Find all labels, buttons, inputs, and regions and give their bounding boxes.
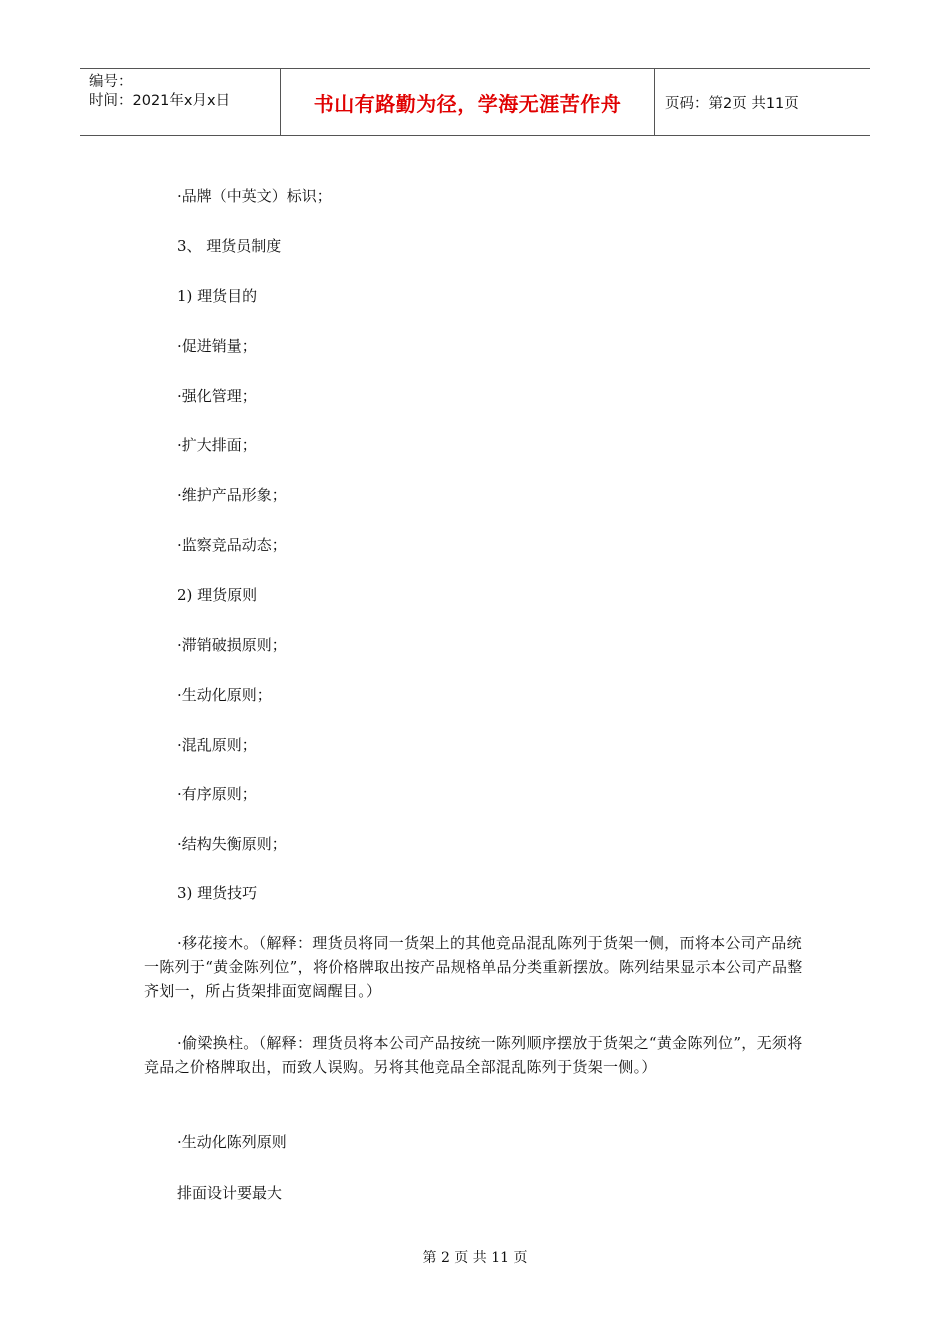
list-item: ·有序原则； bbox=[177, 785, 257, 803]
header-motto: 书山有路勤为径，学海无涯苦作舟 bbox=[281, 69, 655, 135]
list-item: ·生动化陈列原则 bbox=[177, 1133, 287, 1151]
header-meta bbox=[80, 69, 281, 135]
list-item: ·维护产品形象； bbox=[177, 486, 287, 504]
body-line: ·品牌（中英文）标识； bbox=[177, 187, 332, 205]
subsection-heading: 2) 理货原则 bbox=[177, 586, 258, 604]
subsection-heading: 3) 理货技巧 bbox=[177, 884, 258, 902]
section-heading: 3、 理货员制度 bbox=[177, 237, 282, 255]
header-page-info: 页码：第2页 共11页 bbox=[665, 95, 799, 112]
paragraph-explanation-1: ·移花接木。（解释：理货员将同一货架上的其他竞品混乱陈列于货架一侧，而将本公司产品统一陈列于“黄金陈列位”，将价格牌取出按产品规格单品分类重新摆放。陈列结果显示本公司产品整齐划一，所占货架排面宽阔醒目。） bbox=[144, 934, 803, 1000]
list-item: ·生动化原则； bbox=[177, 686, 272, 704]
time-label: 时间：2021年x月x日 bbox=[89, 93, 231, 109]
body-line: 排面设计要最大 bbox=[177, 1184, 283, 1202]
list-item: ·强化管理； bbox=[177, 387, 257, 405]
page-footer: 第 2 页 共 11 页 bbox=[422, 1250, 528, 1266]
list-item: ·监察竞品动态； bbox=[177, 536, 287, 554]
number-label: 编号： bbox=[89, 74, 133, 90]
list-item: ·扩大排面； bbox=[177, 436, 257, 454]
page-header bbox=[80, 68, 870, 136]
list-item: ·混乱原则； bbox=[177, 736, 257, 754]
list-item: ·促进销量； bbox=[177, 337, 257, 355]
list-item: ·滞销破损原则； bbox=[177, 636, 287, 654]
paragraph-explanation-2: ·偷梁换柱。（解释：理货员将本公司产品按统一陈列顺序摆放于货架之“黄金陈列位”，无须将竞品之价格牌取出，而致人误购。另将其他竞品全部混乱陈列于货架一侧。） bbox=[144, 1034, 803, 1076]
subsection-heading: 1) 理货目的 bbox=[177, 287, 258, 305]
list-item: ·结构失衡原则； bbox=[177, 835, 287, 853]
